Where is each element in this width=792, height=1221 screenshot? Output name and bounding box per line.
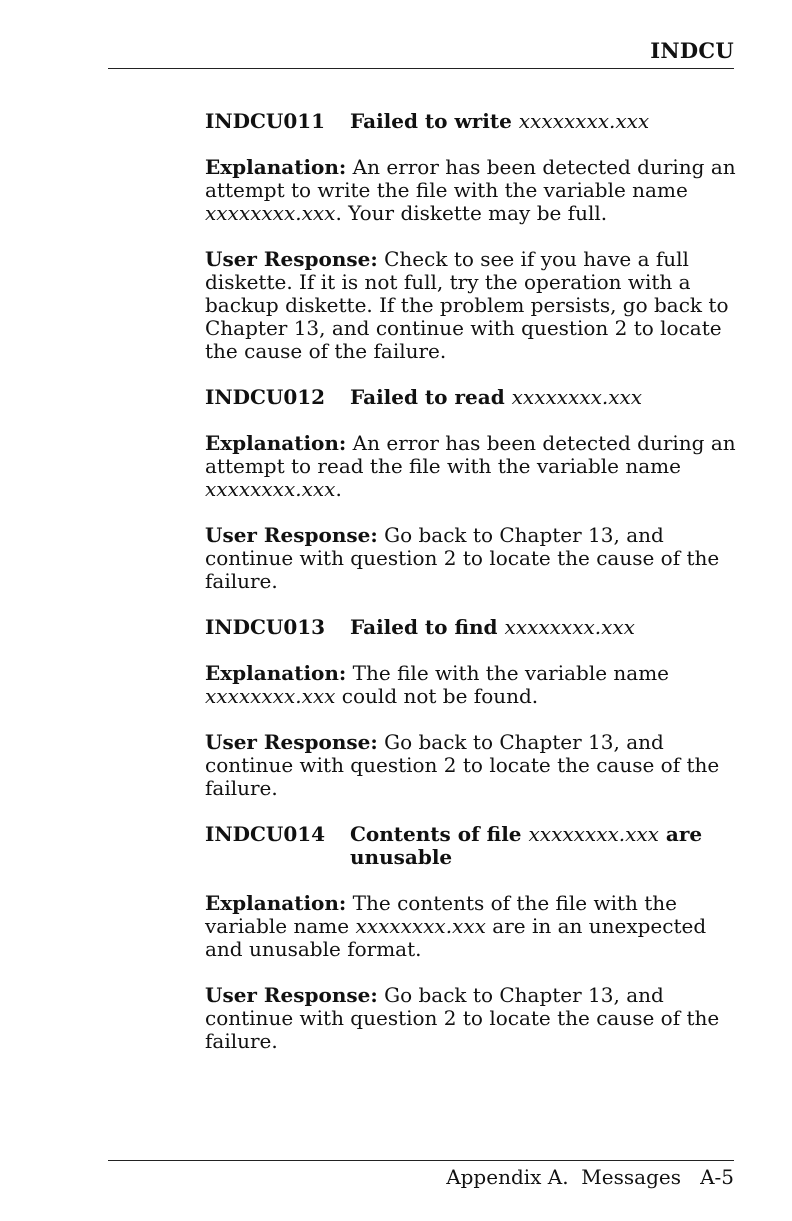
explanation-text: An error has been detected during an attempt to read the file with the variable name bbox=[205, 431, 736, 478]
message-title bbox=[350, 823, 740, 869]
message-list bbox=[205, 110, 740, 1076]
explanation-variable: xxxxxxxx.xxx bbox=[205, 477, 336, 501]
message-title-variable: xxxxxxxx.xxx bbox=[511, 385, 643, 409]
message-title-variable: xxxxxxxx.xxx bbox=[518, 109, 650, 133]
explanation-text-after: are in an unexpected and unusable format. bbox=[205, 914, 707, 961]
user-response-paragraph bbox=[205, 524, 740, 593]
message-title-text: Failed to read bbox=[350, 385, 505, 409]
explanation-variable: xxxxxxxx.xxx bbox=[355, 914, 486, 938]
explanation-paragraph bbox=[205, 662, 740, 708]
message-heading bbox=[205, 616, 740, 639]
explanation-paragraph bbox=[205, 432, 740, 501]
user-response-text: Go back to Chapter 13, and continue with question 2 to locate the cause of the failure. bbox=[205, 730, 720, 800]
user-response-label: User Response: bbox=[205, 730, 378, 754]
message-id: INDCU013 bbox=[205, 615, 326, 639]
explanation-label: Explanation: bbox=[205, 431, 347, 455]
message-heading bbox=[205, 386, 740, 409]
running-header-title: INDCU bbox=[650, 38, 734, 63]
message-entry bbox=[205, 616, 740, 800]
explanation-text: The file with the variable name bbox=[352, 661, 670, 685]
message-id: INDCU014 bbox=[205, 822, 326, 846]
message-title bbox=[350, 386, 642, 409]
header-rule bbox=[108, 68, 734, 69]
user-response-paragraph bbox=[205, 984, 740, 1053]
user-response-paragraph bbox=[205, 731, 740, 800]
footer-rule bbox=[108, 1160, 734, 1161]
message-title bbox=[350, 616, 635, 639]
message-id: INDCU011 bbox=[205, 109, 326, 133]
explanation-variable: xxxxxxxx.xxx bbox=[205, 684, 336, 708]
explanation-label: Explanation: bbox=[205, 661, 347, 685]
user-response-label: User Response: bbox=[205, 983, 378, 1007]
user-response-text: Go back to Chapter 13, and continue with question 2 to locate the cause of the failure. bbox=[205, 523, 720, 593]
explanation-paragraph bbox=[205, 156, 740, 225]
footer-section: Appendix A. Messages bbox=[446, 1165, 681, 1189]
explanation-text-after: could not be found. bbox=[335, 684, 539, 708]
user-response-text: Go back to Chapter 13, and continue with question 2 to locate the cause of the failure. bbox=[205, 983, 720, 1053]
message-title-suffix: are unusable bbox=[350, 822, 703, 869]
message-heading bbox=[205, 823, 740, 869]
message-heading bbox=[205, 110, 740, 133]
message-title-text: Contents of file bbox=[350, 822, 522, 846]
explanation-text: The contents of the file with the variable name bbox=[205, 891, 678, 938]
user-response-paragraph bbox=[205, 248, 740, 363]
message-title-text: Failed to find bbox=[350, 615, 498, 639]
user-response-label: User Response: bbox=[205, 247, 378, 271]
explanation-label: Explanation: bbox=[205, 155, 347, 179]
page-footer bbox=[446, 1165, 734, 1189]
message-title-variable: xxxxxxxx.xxx bbox=[504, 615, 635, 639]
message-title bbox=[350, 110, 649, 133]
explanation-paragraph bbox=[205, 892, 740, 961]
page-number: A-5 bbox=[700, 1165, 734, 1189]
message-id: INDCU012 bbox=[205, 385, 326, 409]
explanation-label: Explanation: bbox=[205, 891, 347, 915]
explanation-variable: xxxxxxxx.xxx bbox=[205, 201, 336, 225]
user-response-label: User Response: bbox=[205, 523, 378, 547]
explanation-text-after: . Your diskette may be full. bbox=[335, 201, 608, 225]
explanation-text-after: . bbox=[335, 477, 342, 501]
message-entry bbox=[205, 823, 740, 1053]
message-entry bbox=[205, 386, 740, 593]
user-response-text: Check to see if you have a full diskette. If it is not full, try the operation with a backup diskette. If the problem persists, go back to Chapter 13, and continue with question 2 to locate the cause of the failure. bbox=[205, 247, 729, 363]
message-title-text: Failed to write bbox=[350, 109, 512, 133]
message-entry bbox=[205, 110, 740, 363]
message-title-variable: xxxxxxxx.xxx bbox=[528, 822, 659, 846]
explanation-text: An error has been detected during an attempt to write the file with the variable name bbox=[205, 155, 736, 202]
